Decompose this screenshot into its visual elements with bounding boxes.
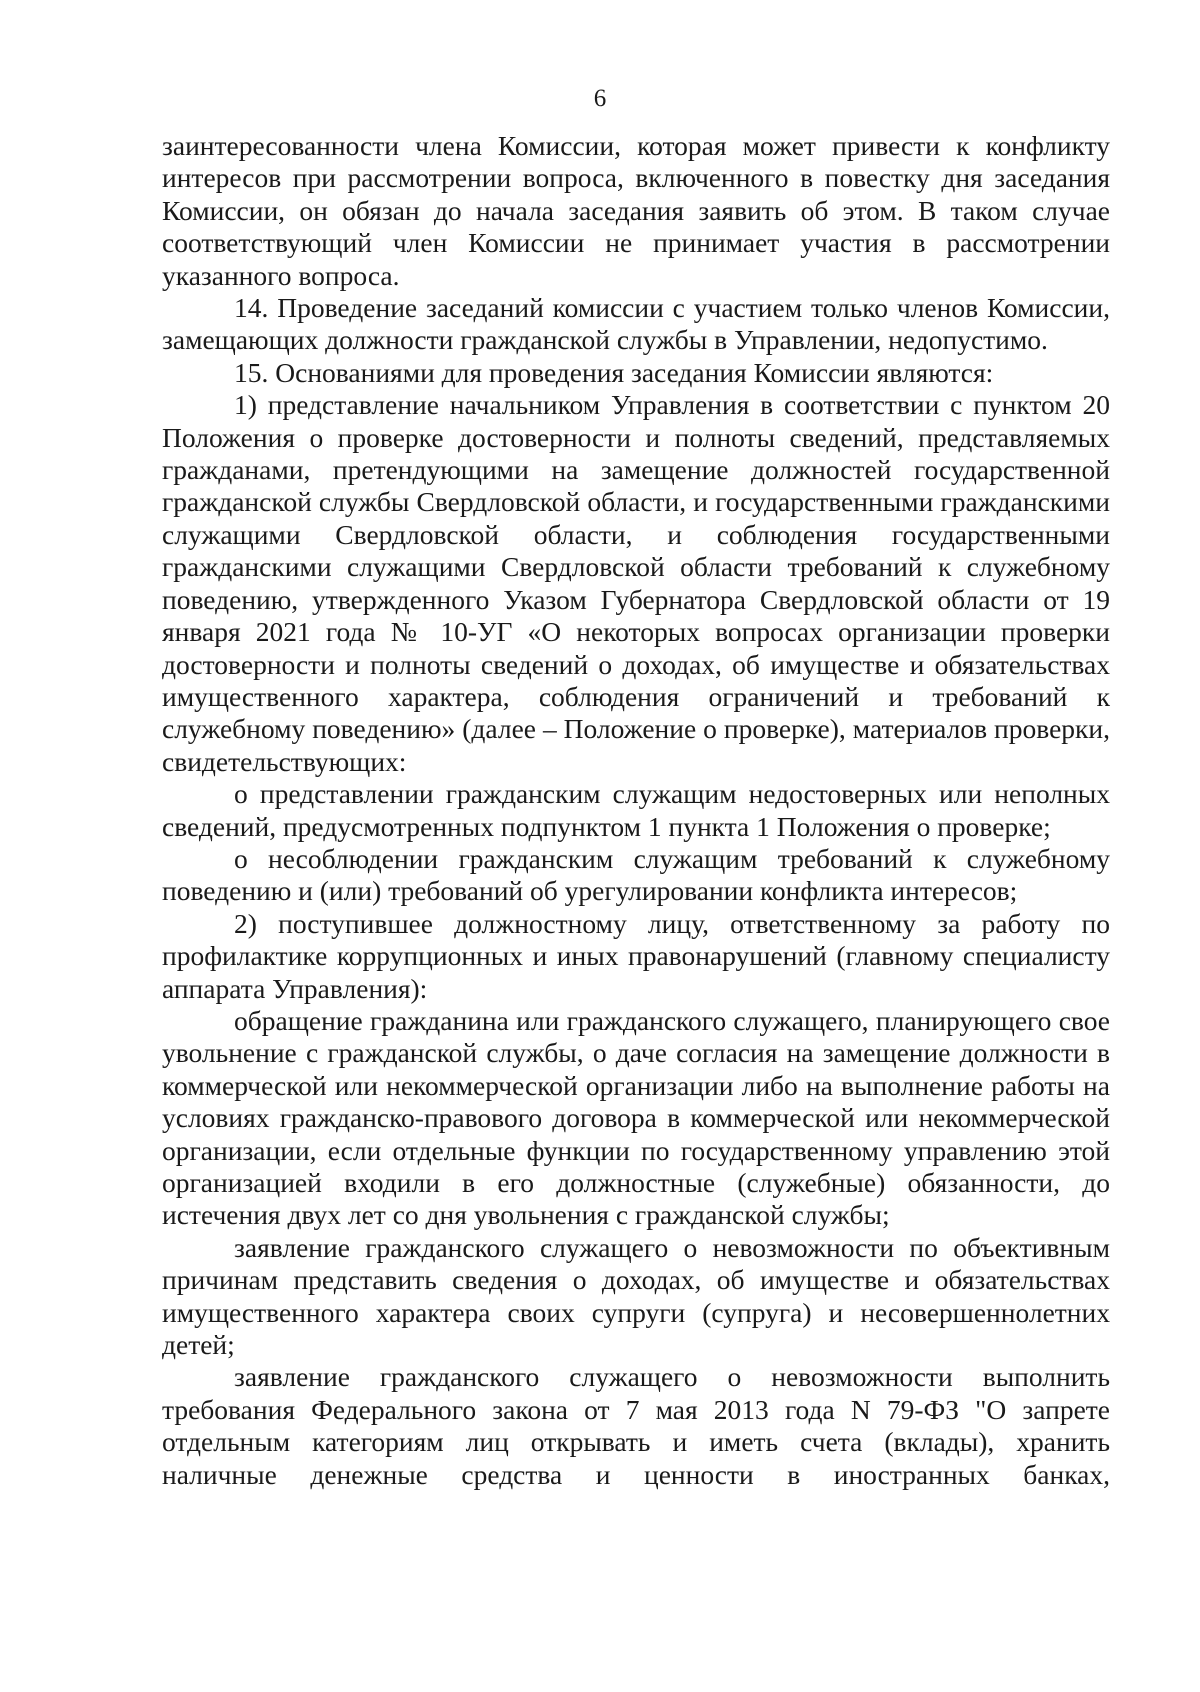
paragraph-item-14: 14. Проведение заседаний комиссии с участием только членов Комиссии, замещающих должности гражданской службы в Управлении, недопустимо. xyxy=(162,292,1110,356)
document-body xyxy=(162,130,1110,1491)
paragraph-income-statement: заявление гражданского служащего о невозможности по объективным причинам представить сведения о доходах, об имуществе и обязательствах имущественного характера своих супруги (супруга) и несовершеннолетних детей; xyxy=(162,1231,1110,1361)
paragraph-subitem-2: 2) поступившее должностному лицу, ответственному за работу по профилактике коррупционных и иных правонарушений (главному специалисту аппарата Управления): xyxy=(162,907,1110,1004)
paragraph-item-15: 15. Основаниями для проведения заседания Комиссии являются: xyxy=(234,356,994,388)
paragraph-unreliable-info: о представлении гражданским служащим недостоверных или неполных сведений, предусмотренных подпунктом 1 пункта 1 Положения о проверке; xyxy=(162,778,1110,842)
paragraph-continuation: заинтересованности члена Комиссии, которая может привести к конфликту интересов при рассмотрении вопроса, включенного в повестку дня заседания Комиссии, он обязан до начала заседания заявить об этом. В таком случае соответствующий член Комиссии не принимает участия в рассмотрении указанного вопроса. xyxy=(162,130,1110,291)
paragraph-citizen-appeal: обращение гражданина или гражданского служащего, планирующего свое увольнение с гражданской службы, о даче согласия на замещение должности в коммерческой или некоммерческой организации либо на выполнение работы на условиях гражданско-правового договора в коммерческой или некоммерческой организации, если отдельные функции по государственному управлению этой организацией входили в его должностные (служебные) обязанности, до истечения двух лет со дня увольнения с гражданской службы; xyxy=(162,1004,1110,1231)
paragraph-subitem-1: 1) представление начальником Управления в соответствии с пунктом 20 Положения о проверке достоверности и полноты сведений, представляемых гражданами, претендующими на замещение должностей государственной гражданской службы Свердловской области, и государственными гражданскими служащими Свердловской области, и соблюдения государственными гражданскими служащими Свердловской области требований к служебному поведению, утвержденного Указом Губернатора Свердловской области от 19 января 2021 года № 10-УГ «О некоторых вопросах организации проверки достоверности и полноты сведений о доходах, об имуществе и обязательствах имущественного характера, соблюдения ограничений и требований к служебному поведению» (далее – Положение о проверке), материалов проверки, свидетельствующих: xyxy=(162,389,1110,777)
paragraph-noncompliance: о несоблюдении гражданским служащим требований к служебному поведению и (или) требований об урегулировании конфликта интересов; xyxy=(162,842,1110,907)
page-number: 6 xyxy=(593,85,607,112)
paragraph-federal-law: заявление гражданского служащего о невозможности выполнить требования Федерального закона от 7 мая 2013 года N 79-ФЗ "О запрете отдельным категориям лиц открывать и иметь счета (вклады), хранить наличные денежные средства и ценности в иностранных банках, xyxy=(162,1361,1110,1490)
